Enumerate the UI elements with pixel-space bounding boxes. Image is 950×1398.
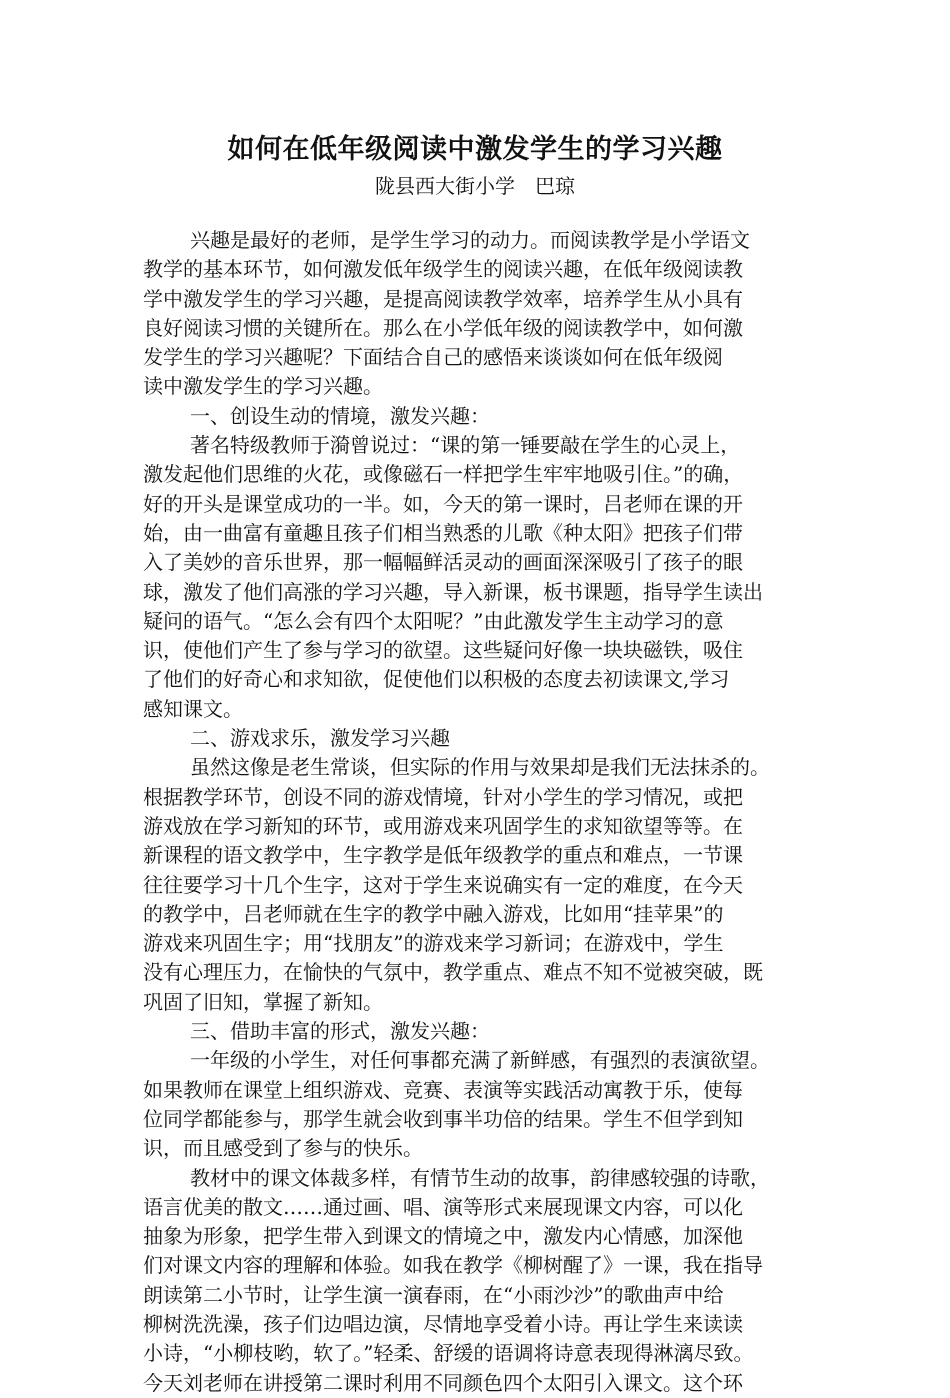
section-heading-2: 二、游戏求乐，激发学习兴趣 — [190, 726, 450, 751]
body-line: 发学生的学习兴趣呢？下面结合自己的感悟来谈谈如何在低年级阅 — [143, 345, 723, 370]
body-line: 柳树洗洗澡，孩子们边唱边演，尽情地享受着小诗。再让学生来读读 — [143, 1311, 743, 1336]
body-line: 良好阅读习惯的关键所在。那么在小学低年级的阅读教学中，如何激 — [143, 315, 743, 340]
body-line: 抽象为形象，把学生带入到课文的情境之中，激发内心情感，加深他 — [143, 1224, 743, 1249]
document-title: 如何在低年级阅读中激发学生的学习兴趣 — [227, 134, 723, 165]
body-line: 好的开头是课堂成功的一半。如，今天的第一课时，吕老师在课的开 — [143, 491, 743, 516]
author-byline: 陇县西大街小学 巴琼 — [375, 174, 575, 198]
body-line: 往往要学习十几个生字，这对于学生来说确实有一定的难度，在今天 — [143, 872, 743, 897]
body-line: 始，由一曲富有童趣且孩子们相当熟悉的儿歌《种太阳》把孩子们带 — [143, 520, 743, 545]
body-line: 了他们的好奇心和求知欲，促使他们以积极的态度去初读课文,学习 — [143, 667, 730, 692]
body-line: 游戏放在学习新知的环节，或用游戏来巩固学生的求知欲望等等。在 — [143, 813, 743, 838]
body-line: 如果教师在课堂上组织游戏、竞赛、表演等实践活动寓教于乐，使每 — [143, 1077, 743, 1102]
body-line: 著名特级教师于漪曾说过：“课的第一锤要敲在学生的心灵上， — [190, 433, 741, 458]
body-line: 一年级的小学生，对任何事都充满了新鲜感，有强烈的表演欲望。 — [190, 1048, 770, 1073]
section-heading-3: 三、借助丰富的形式，激发兴趣： — [190, 1019, 490, 1044]
body-line: 今天刘老师在讲授第二课时利用不同颜色四个太阳引入课文。这个环 — [143, 1370, 743, 1395]
body-line: 语言优美的散文……通过画、唱、演等形式来展现课文内容，可以化 — [143, 1194, 743, 1219]
body-line: 游戏来巩固生字；用“找朋友”的游戏来学习新词；在游戏中，学生 — [143, 931, 724, 956]
body-line: 教学的基本环节，如何激发低年级学生的阅读兴趣，在低年级阅读教 — [143, 257, 743, 282]
body-line: 们对课文内容的理解和体验。如我在教学《柳树醒了》一课，我在指导 — [143, 1253, 763, 1278]
section-heading-1: 一、创设生动的情境，激发兴趣： — [190, 403, 490, 428]
body-line: 识，而且感受到了参与的快乐。 — [143, 1136, 423, 1161]
body-line: 读中激发学生的学习兴趣。 — [143, 374, 383, 399]
body-line: 疑问的语气。“怎么会有四个太阳呢？”由此激发学生主动学习的意 — [143, 608, 724, 633]
body-line: 虽然这像是老生常谈，但实际的作用与效果却是我们无法抹杀的。 — [190, 755, 770, 780]
body-line: 朗读第二小节时，让学生演一演春雨，在“小雨沙沙”的歌曲声中给 — [143, 1282, 724, 1307]
body-line: 感知课文。 — [143, 696, 243, 721]
body-line: 教材中的课文体裁多样，有情节生动的故事，韵律感较强的诗歌， — [190, 1165, 770, 1190]
body-line: 兴趣是最好的老师，是学生学习的动力。而阅读教学是小学语文 — [190, 228, 750, 252]
body-line: 学中激发学生的学习兴趣，是提高阅读教学效率，培养学生从小具有 — [143, 286, 743, 311]
body-line: 小诗，“小柳枝哟，软了。”轻柔、舒缓的语调将诗意表现得淋漓尽致。 — [143, 1341, 754, 1366]
body-line: 激发起他们思维的火花，或像磁石一样把学生牢牢地吸引住。”的确， — [143, 462, 744, 487]
document-body — [143, 226, 819, 1398]
body-line: 新课程的语文教学中，生字教学是低年级教学的重点和难点，一节课 — [143, 843, 743, 868]
body-line: 球，激发了他们高涨的学习兴趣，导入新课，板书课题，指导学生读出 — [143, 579, 763, 604]
body-line: 的教学中，吕老师就在生字的教学中融入游戏，比如用“挂苹果”的 — [143, 901, 724, 926]
body-line: 没有心理压力，在愉快的气氛中，教学重点、难点不知不觉被突破，既 — [143, 960, 763, 985]
body-line: 巩固了旧知，掌握了新知。 — [143, 989, 383, 1014]
body-line: 识，使他们产生了参与学习的欲望。这些疑问好像一块块磁铁，吸住 — [143, 638, 743, 663]
body-line: 位同学都能参与，那学生就会收到事半功倍的结果。学生不但学到知 — [143, 1106, 743, 1131]
body-line: 根据教学环节，创设不同的游戏情境，针对小学生的学习情况，或把 — [143, 784, 743, 809]
body-line: 入了美妙的音乐世界，那一幅幅鲜活灵动的画面深深吸引了孩子的眼 — [143, 550, 743, 575]
